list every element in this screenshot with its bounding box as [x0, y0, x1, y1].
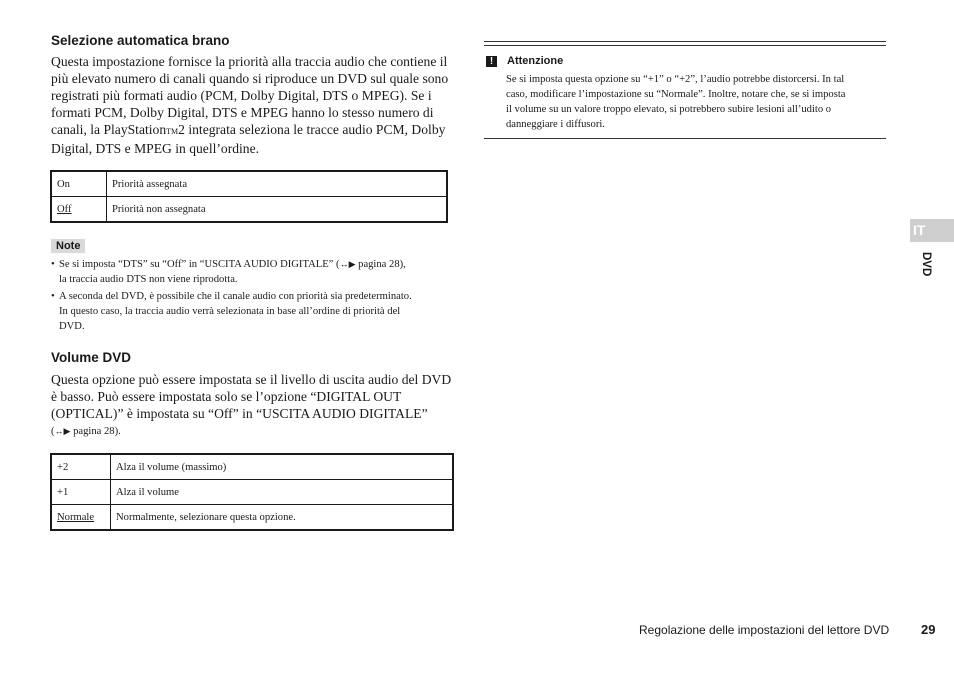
option-cell-default: Off [51, 197, 107, 223]
page-ref [51, 424, 461, 439]
notes-block [51, 257, 455, 336]
ref-text: pagina 28). [73, 426, 121, 437]
list-item [51, 289, 455, 334]
note-text: Se si imposta “DTS” su “Off” in “USCITA AUDIO DIGITALE” ( [59, 259, 340, 270]
para-line: formati PCM, Dolby Digital, DTS e MPEG hanno lo stesso numero di [51, 105, 434, 120]
page-number: 29 [921, 622, 936, 637]
caution-line: Se si imposta questa opzione su “+1” o “+2”, l’audio potrebbe distorcersi. In tal [506, 74, 845, 85]
para-line: è basso. Può essere impostata solo se l’opzione “DIGITAL OUT [51, 389, 402, 404]
divider [484, 45, 886, 46]
page-ref-arrow-icon: ↔▶ [54, 426, 71, 436]
desc-cell: Priorità assegnata [107, 171, 448, 197]
volume-table [50, 453, 454, 531]
section-heading-auto-track: Selezione automatica brano [51, 33, 230, 48]
note-text: • A seconda del DVD, è possibile che il canale audio con priorità sia predeterminato. [59, 291, 412, 302]
table-row [51, 171, 447, 197]
section-side-label: DVD [920, 252, 932, 277]
section1-paragraph [51, 53, 461, 157]
section-heading-dvd-volume: Volume DVD [51, 350, 132, 365]
para-line: Questa opzione può essere impostata se il livello di uscita audio del DVD [51, 372, 452, 387]
para-line: (OPTICAL)” è impostata su “Off” in “USCITA AUDIO DIGITALE” [51, 406, 428, 421]
para-line: Digital, DTS e MPEG in quell’ordine. [51, 141, 260, 156]
desc-cell: Normalmente, selezionare questa opzione. [111, 505, 454, 531]
language-tab: IT [910, 219, 954, 242]
table-row [51, 197, 447, 223]
para-line: Questa impostazione fornisce la priorità alla traccia audio che contiene il [51, 54, 448, 69]
page-ref-arrow-icon: ↔▶ [339, 259, 356, 269]
para-line: più elevato numero di canali quando si riproduce un DVD sul quale sono [51, 71, 449, 86]
desc-cell: Alza il volume [111, 480, 454, 505]
priority-table [50, 170, 448, 223]
para-line: registrati più formati audio (PCM, Dolby Digital, DTS o MPEG). Se i [51, 88, 432, 103]
caution-heading [484, 52, 886, 70]
table-row [51, 480, 453, 505]
footer-title: Regolazione delle impostazioni del lettore DVD [639, 623, 890, 637]
note-label [51, 236, 85, 254]
option-cell-default: Normale [51, 505, 111, 531]
caution-line: danneggiare i diffusori. [506, 119, 605, 130]
option-cell: +1 [51, 480, 111, 505]
warning-icon: ! [486, 56, 497, 67]
trademark-sub: TM [166, 127, 179, 136]
caution-line: caso, modificare l’impostazione su “Normale”. Inoltre, notare che, se si imposta [506, 89, 846, 100]
table-row [51, 454, 453, 480]
ref-open: ( [51, 426, 55, 437]
note-text: la traccia audio DTS non viene riprodotta. [59, 274, 238, 285]
table-row [51, 505, 453, 531]
note-label-text: Note [51, 239, 85, 253]
note-text: In questo caso, la traccia audio verrà selezionata in base all’ordine di priorità del [59, 306, 401, 317]
divider [484, 138, 886, 139]
option-cell: On [51, 171, 107, 197]
caution-box [484, 41, 886, 139]
para-fragment: canali, la PlayStation [51, 122, 167, 137]
para-fragment: 2 integrata seleziona le tracce audio PCM, Dolby [178, 122, 446, 137]
desc-cell: Alza il volume (massimo) [111, 454, 454, 480]
caution-line: il volume su un valore troppo elevato, si potrebbero subire lesioni all’udito o [506, 104, 832, 115]
desc-cell: Priorità non assegnata [107, 197, 448, 223]
note-text: pagina 28), [358, 259, 406, 270]
list-item [51, 257, 455, 287]
caution-title: Attenzione [507, 55, 564, 68]
para-line [51, 121, 461, 140]
caution-text [484, 72, 890, 132]
section2-paragraph [51, 371, 461, 439]
option-cell: +2 [51, 454, 111, 480]
note-text: DVD. [59, 321, 85, 332]
